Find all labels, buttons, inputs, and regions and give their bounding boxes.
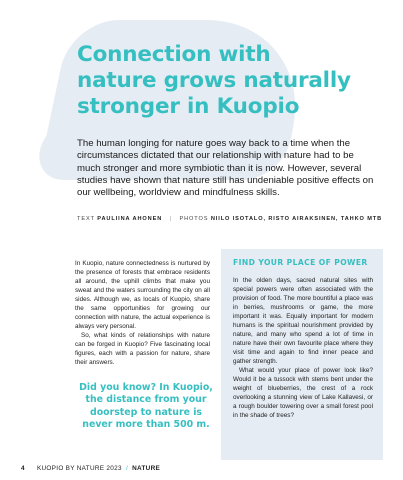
sidebar-body <box>233 276 373 420</box>
footer-separator: / <box>125 465 129 472</box>
title-line-1: Connection with <box>77 42 271 67</box>
title-line-3: stronger in Kuopio <box>77 94 300 119</box>
section-name: NATURE <box>132 465 161 472</box>
article-credits <box>77 216 382 222</box>
credits-photos-label: PHOTOS <box>179 216 209 222</box>
page-number: 4 <box>21 465 25 472</box>
page-footer <box>21 465 160 472</box>
sidebar-title: FIND YOUR PLACE OF POWER <box>233 258 368 267</box>
sidebar-paragraph-2: What would your place of power look like? Would it be a tussock with stems bent under the weight of blueberries, the crest of a rock overlooking a stunning view of Lake Kallavesi, or a rough boulder towering over a small forest pool in the shade of trees? <box>233 367 373 419</box>
sidebar-box <box>221 249 383 460</box>
pull-quote: Did you know? In Kuopio, the distance from your doorstep to nature is never more than 500 m. <box>79 382 213 431</box>
left-paragraph-2: So, what kinds of relationships with nature can be forged in Kuopio? Five fascinating local figures, each with a passion for nature, share their answers. <box>75 332 210 366</box>
credits-separator: | <box>169 216 172 222</box>
credits-photos-authors: NIILO ISOTALO, RISTO AIRAKSINEN, TAHKO MTB <box>210 216 383 222</box>
publication-name: KUOPIO BY NATURE 2023 <box>36 465 122 472</box>
lead-paragraph: The human longing for nature goes way back to a time when the circumstances dictated that our relationship with nature had to be much stronger and more symbiotic than it is now. However, several studies have shown that nature still has undeniable positive effects on our wellbeing, worldview and mindfulness skills. <box>77 138 374 199</box>
credits-text-author: PAULIINA AHONEN <box>97 216 163 222</box>
sidebar-paragraph-1: In the olden days, sacred natural sites with special powers were often associated with the provision of food. The more bountiful a place was in berries, mushrooms or game, the more important it was. Equally important for modern humans is the spiritual nourishment provided by nature, and many who spend a lot of time in nature have their own favourite place where they visit time and again to find inner peace and gather strength. <box>233 277 373 365</box>
left-column <box>75 259 210 367</box>
title-line-2: nature grows naturally <box>77 68 351 93</box>
credits-text-label: TEXT <box>77 216 95 222</box>
left-paragraph-1: In Kuopio, nature connectedness is nurtured by the presence of forests that embrace residents all around, the uphill climbs that make you sweat and the waters surrounding the city on all sides. Although we, as locals of Kuopio, share the same opportunities for growing our connection with nature, the actual experience is always very personal. <box>75 260 210 330</box>
article-title <box>77 42 377 120</box>
